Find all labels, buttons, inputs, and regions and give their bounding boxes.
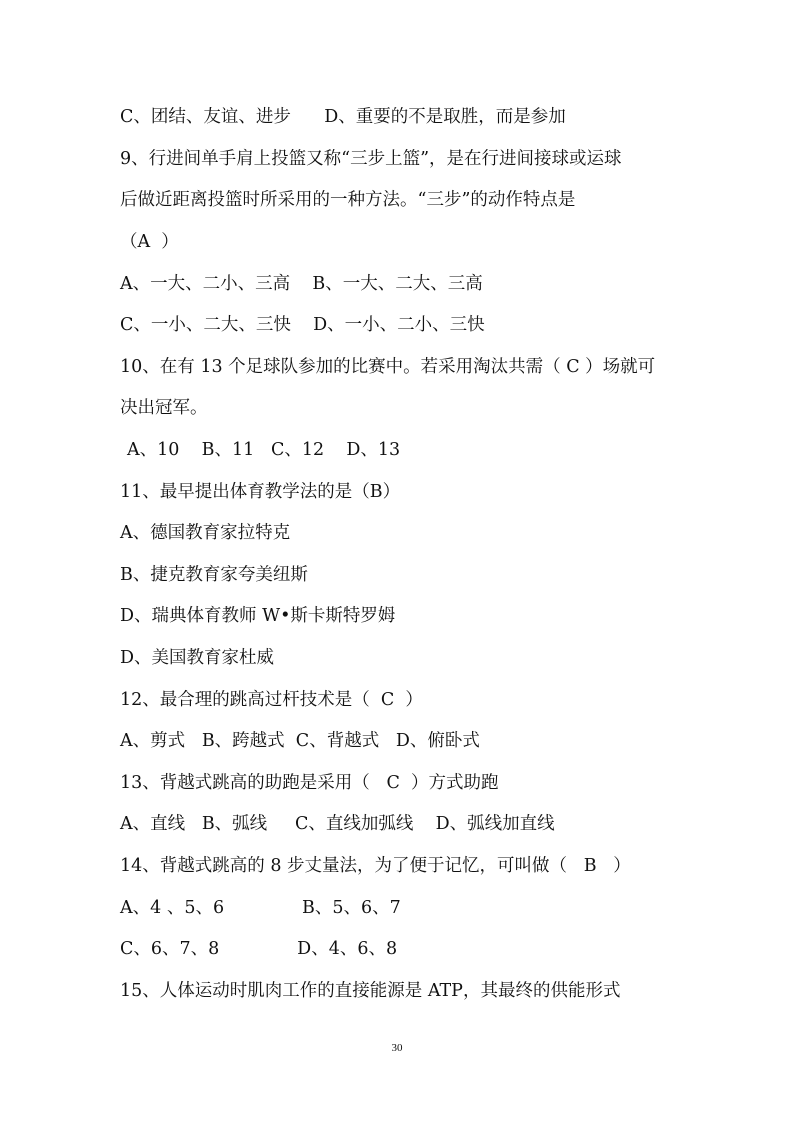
question-12-line: 12、最合理的跳高过杆技术是（ C ） (120, 690, 423, 710)
question-10-line-1: 10、在有 13 个足球队参加的比赛中。若采用淘汰共需（ C ）场就可 (120, 357, 656, 377)
question-11-option-c: D、瑞典体育教师 W•斯卡斯特罗姆 (120, 606, 396, 626)
question-13-line: 13、背越式跳高的助跑是采用（ C ）方式助跑 (120, 773, 499, 793)
question-10-options: A、10 B、11 C、12 D、13 (127, 440, 401, 460)
question-9-answer: （A ） (120, 232, 179, 252)
answer-options-q8-line: C、团结、友谊、进步 D、重要的不是取胜，而是参加 (120, 107, 566, 127)
question-15-line-1: 15、人体运动时肌肉工作的直接能源是 ATP，其最终的供能形式 (120, 981, 621, 1001)
question-9-line-2: 后做近距离投篮时所采用的一种方法。“三步”的动作特点是 (120, 190, 576, 210)
question-14-line: 14、背越式跳高的 8 步丈量法，为了便于记忆，可叫做（ B ） (120, 856, 631, 876)
question-11-line: 11、最早提出体育教学法的是（B） (120, 482, 401, 502)
question-9-options-cd: C、一小、二大、三快 D、一小、二小、三快 (120, 315, 485, 335)
question-10-line-2: 决出冠军。 (120, 398, 208, 418)
question-11-option-a: A、德国教育家拉特克 (120, 523, 291, 543)
question-14-options-cd: C、6、7、8 D、4、6、8 (120, 939, 398, 959)
question-14-options-ab: A、4 、5、6 B、5、6、7 (120, 898, 401, 918)
question-11-option-d: D、美国教育家杜威 (120, 648, 275, 668)
question-13-options: A、直线 B、弧线 C、直线加弧线 D、弧线加直线 (120, 814, 555, 834)
page-number: 30 (391, 1042, 403, 1054)
question-12-options: A、剪式 B、跨越式 C、背越式 D、俯卧式 (120, 731, 480, 751)
question-9-line-1: 9、行进间单手肩上投篮又称“三步上篮”，是在行进间接球或运球 (120, 149, 622, 169)
question-9-options-ab: A、一大、二小、三高 B、一大、二大、三高 (120, 274, 483, 294)
question-11-option-b: B、捷克教育家夸美纽斯 (120, 565, 308, 585)
